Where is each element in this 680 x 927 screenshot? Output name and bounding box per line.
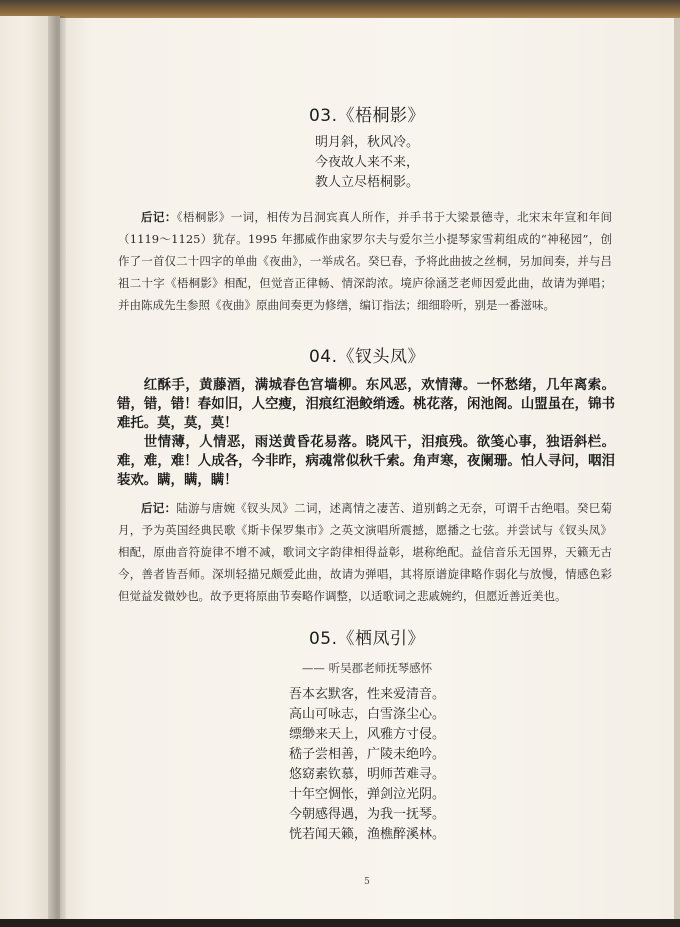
poem-line: 教人立尽梧桐影。	[314, 175, 419, 190]
poem-line: 嵇子尝相善，广陵未绝吟。	[288, 747, 445, 762]
afterword-label: 后记：	[141, 501, 177, 515]
page-number: 5	[364, 877, 370, 887]
poem-line: 缥缈来天上，风雅方寸侵。	[288, 727, 445, 742]
section-subtitle-05: —— 听吴郡老师抚琴感怀	[301, 661, 433, 675]
poem-line: 今夜故人来不来，	[314, 155, 419, 170]
afterword-text: 陆游与唐婉《钗头凤》二词，述离情之凄苦、道别鹤之无奈，可谓千古绝唱。癸巳菊月，予为英国经典民歌《斯卡保罗集市》之英文演唱所震撼，愿播之七弦。并尝试与《钗头凤》相配，原曲音符旋律不增不减，歌词文字韵律相得益彰，堪称绝配。益信音乐无国界，天籁无古今，善者皆吾师。深圳轻描兄颇爱此曲，故请为弹唱，其将原谱旋律略作弱化与放慢，情感色彩但觉益发微妙也。故予更将原曲节奏略作调整，以适歌词之悲戚婉约，但愿近善近美也。	[118, 501, 613, 603]
poem-line: 悠窈素钦慕，明师苦难寻。	[288, 767, 445, 782]
poem-line: 明月斜，秋风冷。	[314, 135, 419, 150]
lyric-stanza: 红酥手，黄藤酒，满城春色宫墙柳。东风恶，欢情薄。一怀愁绪，几年离索。错，错，错！春如旧，人空瘦，泪痕红浥鲛绡透。桃花落，闲池阁。山盟虽在，锦书难托。莫，莫，莫！	[117, 377, 615, 431]
section-title-04: 04.《钗头凤》	[308, 347, 426, 367]
poem-05	[60, 685, 674, 845]
afterword-text: 《梧桐影》一词，相传为吕洞宾真人所作，并手书于大梁景德寺，北宋末年宣和年间（1119～1125）犹存。1995 年挪威作曲家罗尔夫与爱尔兰小提琴家雪莉组成的“神秘园”，创作了一首仅二十四字的单曲《夜曲》，一举成名。癸巳春，予将此曲披之丝桐，另加间奏，并与吕祖二十字《梧桐影》相配，但觉音正律畅、情深韵浓。境庐徐涵芝老师因爱此曲，故请为弹唱；并由陈成先生参照《夜曲》原曲间奏更为修缮，编订指法；细细聆听，别是一番滋味。	[118, 210, 613, 312]
section-title-05: 05.《栖凤引》	[308, 629, 426, 649]
poem-line: 恍若闻天籁，渔樵醉溪林。	[288, 827, 445, 842]
section-title-03: 03.《梧桐影》	[308, 106, 426, 126]
poem-line: 吾本玄默客，性来爱清音。	[288, 687, 445, 702]
poem-line: 今朝感得遇，为我一抚琴。	[288, 807, 445, 822]
afterword-03	[118, 206, 612, 316]
poem-line: 高山可咏志，白雪涤尘心。	[288, 707, 445, 722]
poem-03	[60, 133, 674, 193]
lyric-04	[117, 376, 615, 490]
afterword-04	[118, 497, 612, 607]
lyric-stanza: 世情薄，人情恶，雨送黄昏花易落。晓风干，泪痕残。欲笺心事，独语斜栏。难，难，难！人成各，今非昨，病魂常似秋千索。角声寒，夜阑珊。怕人寻问，咽泪装欢。瞒，瞒，瞒！	[117, 434, 615, 488]
afterword-label: 后记：	[141, 210, 177, 224]
poem-line: 十年空惆怅，弹剑泣光阴。	[288, 787, 445, 802]
